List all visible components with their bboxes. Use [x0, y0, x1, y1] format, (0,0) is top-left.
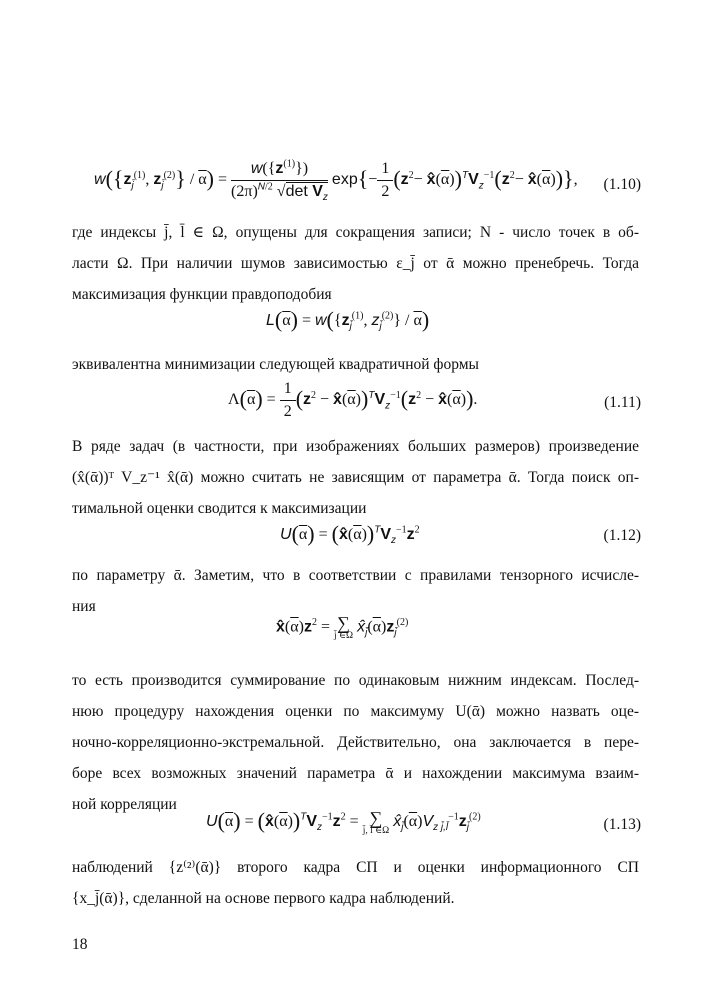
equation-1-13: $U(\overline{\alpha})$ = $(x̂(\overline{\alpha}))^TV_z^{-1}z^2$ = ∑ j̄, l̄ ∈Ω $x̂_{j̄}(\overline{\alpha})V_{z j̄,l̄}^{-1}z_{j̄}^{(2)}$ [206, 807, 481, 836]
equation-1-11: $\Lambda(\overline{\alpha})$ = $\frac{1}{2}$ ($z^2$ − $x̂(\overline{\alpha}))^TV_z^{-1}(z^2$ − $x̂(\overline{\alpha})$). [228, 380, 478, 420]
text-line: ночно-корреляционно-экстремальной. Действительно, она заключается в пере- [72, 734, 639, 751]
text-line: по параметру ᾱ. Заметим, что в соответствии с правилами тензорного исчисле- [72, 567, 639, 584]
text-line: максимизация функции правдоподобия [72, 286, 332, 303]
text-line: тимальной оценки сводится к максимизации [72, 500, 367, 517]
equation-number: (1.11) [604, 394, 641, 411]
equation-number: (1.10) [603, 176, 641, 193]
text-line: эквивалентна минимизации следующей квадратичной формы [72, 356, 479, 373]
paragraph [72, 349, 639, 380]
equation-1-10: $w(\{z_{j̄}^{(1)}$, $z_{j̄}^{(2)}\} / \overline{\alpha}$) = $\frac{w(\{z^{(1)}\})}{(2\pi)^{N/2} √\det V_z}$ exp{− $\frac{1}{2}$ ($z^2-$ $x̂(\overline{\alpha}))^TV_z^{-1}(z^2-$ $x̂(\overline{\alpha})$)}, [94, 158, 578, 204]
text-line: В ряде задач (в частности, при изображениях больших размеров) произведение [72, 438, 639, 455]
text-line: наблюдений {z⁽²⁾(ᾱ)} второго кадра СП и оценки информационного СП [72, 859, 639, 876]
text-line: ной корреляции [72, 796, 177, 813]
equation-1-12: $U(\overline{\alpha})$ = $(x̂(\overline{\alpha}))^TV_z^{-1}z^2$ [280, 521, 420, 547]
text-line: то есть производится суммирование по одинаковым нижним индексам. Послед- [72, 672, 639, 689]
text-line: ния [72, 598, 96, 615]
text-line: где индексы j̄, l̄ ∈ Ω, опущены для сокращения записи; N - число точек в об- [72, 224, 639, 241]
text-line: (x̂(ᾱ))ᵀ V_z⁻¹ x̂(ᾱ) можно считать не зависящим от параметра ᾱ. Тогда поиск оп- [72, 469, 639, 486]
text-line: нюю процедуру нахождения оценки по максимуму U(ᾱ) можно назвать оце- [72, 703, 639, 720]
paragraph [72, 217, 639, 310]
paragraph [72, 665, 639, 820]
equation-number: (1.13) [603, 816, 641, 833]
page-number: 18 [72, 936, 88, 953]
text-line: боре всех возможных значений параметра ᾱ и нахождении максимума взаим- [72, 765, 639, 782]
paragraph [72, 431, 639, 524]
paragraph [72, 560, 639, 622]
text-line: {x_j̄(ᾱ)}, сделанной на основе первого кадра наблюдений. [72, 890, 455, 907]
text-line: ласти Ω. При наличии шумов зависимостью ε_j̄ от ᾱ можно пренебречь. Тогда [72, 255, 639, 272]
likelihood-equation: $L(\overline{\alpha}) = w(\{z_{j̄}^{(1)}$, $z_{j̄}^{(2)}\} / \overline{\alpha}$) [266, 307, 430, 333]
equation-number: (1.12) [603, 527, 641, 544]
paragraph [72, 852, 639, 914]
tensor-sum-equation: $x̂(\overline{\alpha})z^2$ = ∑ j̄ ∈Ω $x̂_{j̄}(\overline{\alpha})z_{j̄}^{(2)}$ [276, 613, 409, 641]
